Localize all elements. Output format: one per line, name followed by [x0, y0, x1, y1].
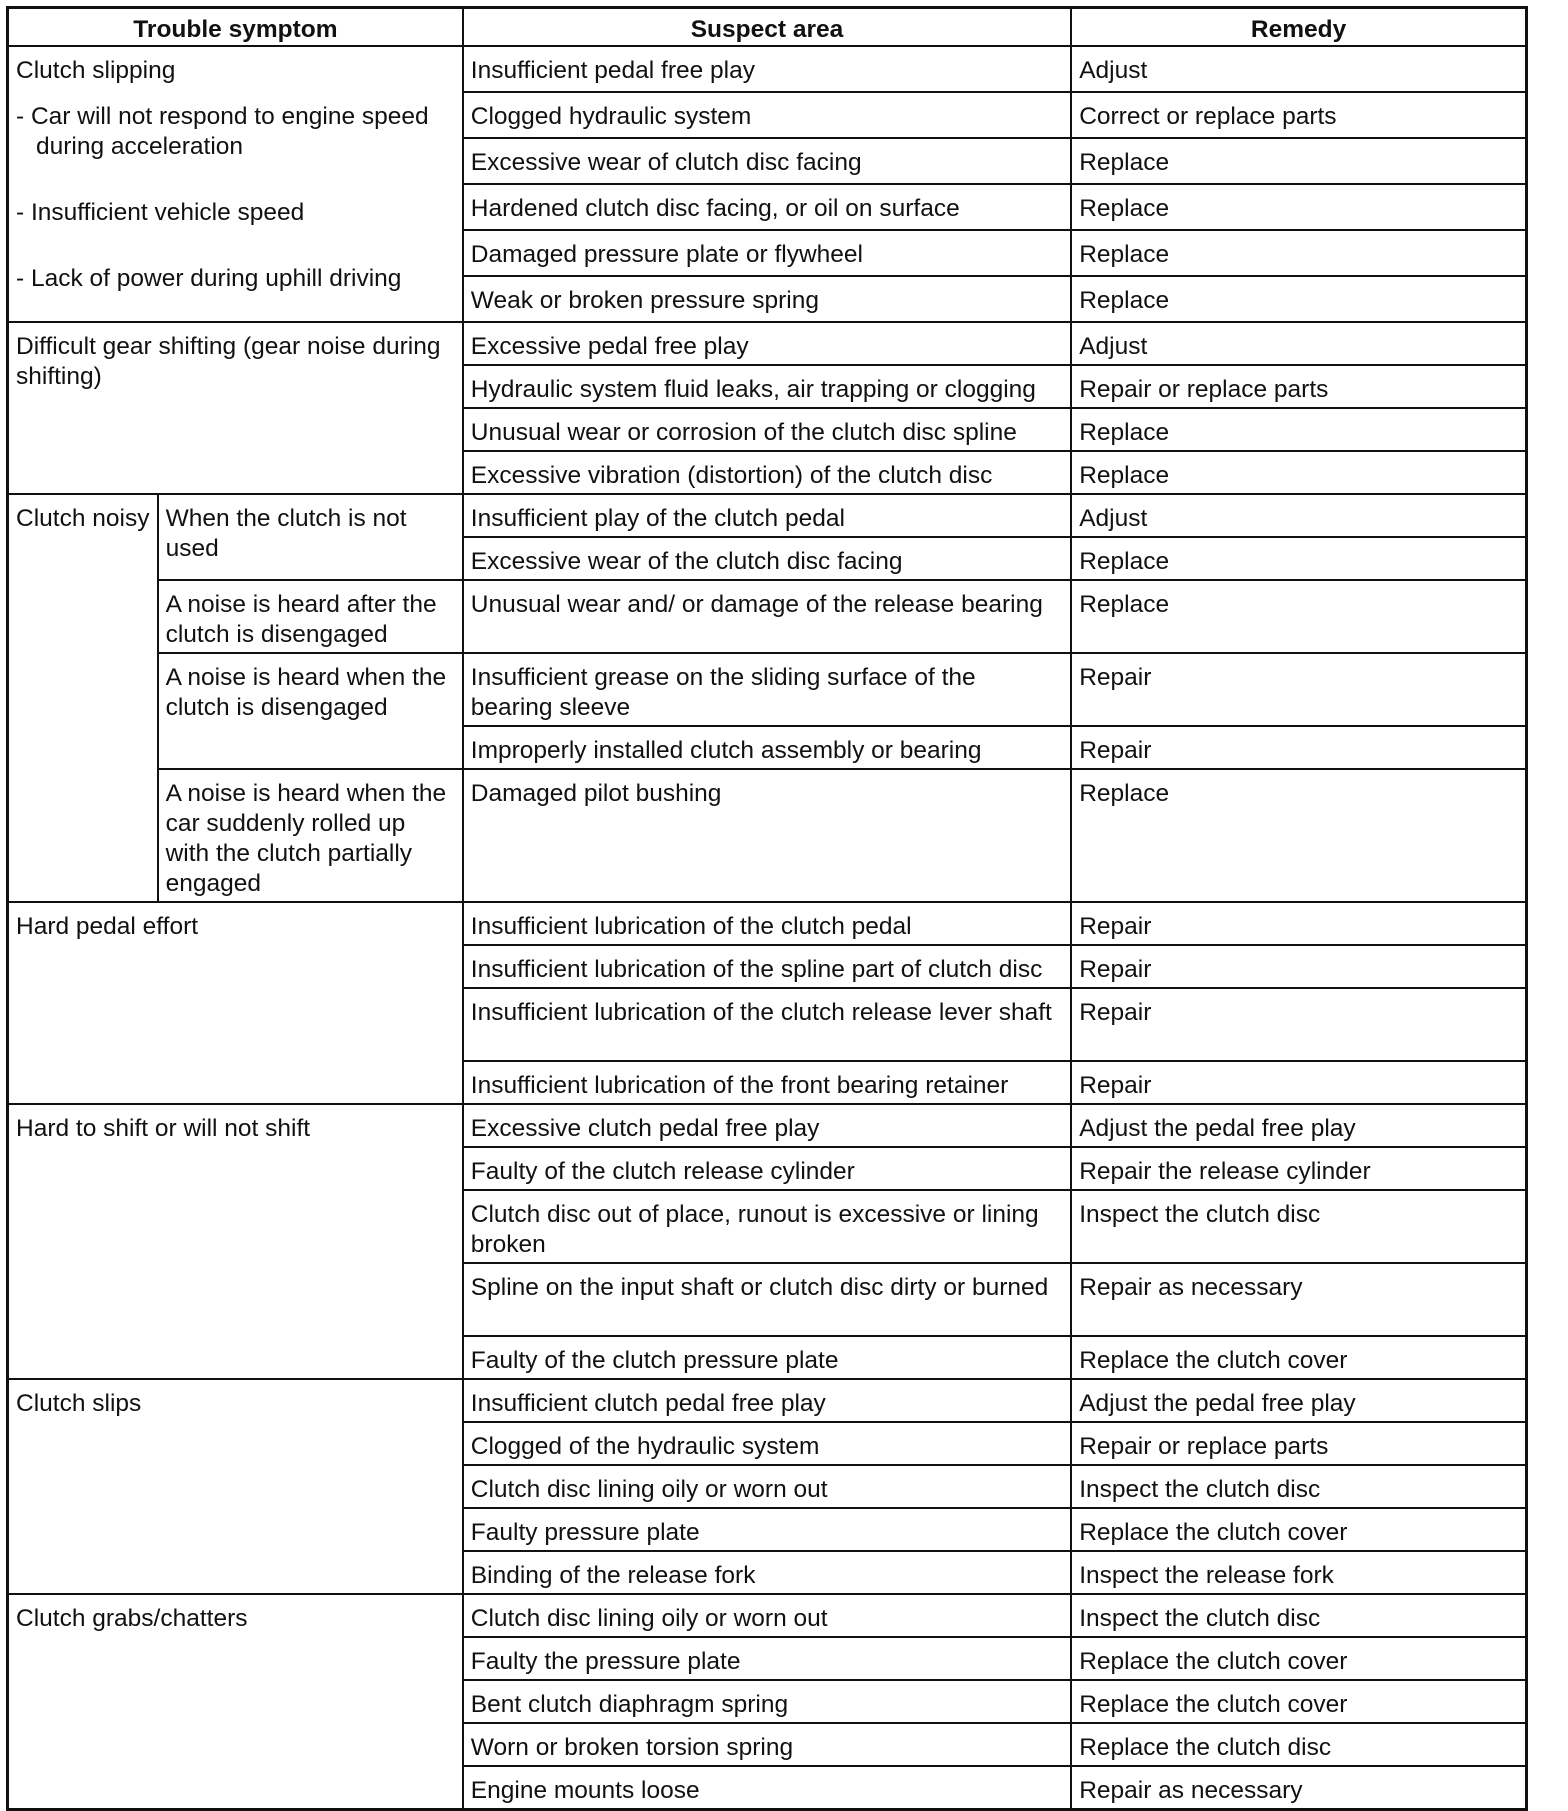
header-suspect-area: Suspect area — [463, 8, 1071, 47]
remedy-cell: Repair as necessary — [1071, 1766, 1526, 1809]
remedy-cell: Adjust the pedal free play — [1071, 1104, 1526, 1147]
suspect-cell: Faulty the pressure plate — [463, 1637, 1071, 1680]
symptom-subitem: - Insufficient vehicle speed — [16, 199, 305, 226]
remedy-cell: Replace the clutch cover — [1071, 1637, 1526, 1680]
remedy-cell: Inspect the clutch disc — [1071, 1190, 1526, 1263]
remedy-cell: Replace — [1071, 230, 1526, 276]
remedy-cell: Repair — [1071, 988, 1526, 1061]
suspect-cell: Clogged of the hydraulic system — [463, 1422, 1071, 1465]
suspect-cell: Insufficient lubrication of the front bearing retainer — [463, 1061, 1071, 1104]
suspect-cell: Insufficient grease on the sliding surface of the bearing sleeve — [463, 653, 1071, 726]
suspect-cell: Hydraulic system fluid leaks, air trapping or clogging — [463, 365, 1071, 408]
remedy-cell: Repair as necessary — [1071, 1263, 1526, 1336]
suspect-cell: Engine mounts loose — [463, 1766, 1071, 1809]
suspect-cell: Clogged hydraulic system — [463, 92, 1071, 138]
remedy-cell: Repair the release cylinder — [1071, 1147, 1526, 1190]
suspect-cell: Excessive pedal free play — [463, 322, 1071, 365]
table-row — [8, 494, 1527, 537]
suspect-cell: Weak or broken pressure spring — [463, 276, 1071, 322]
remedy-cell: Replace — [1071, 537, 1526, 580]
remedy-cell: Inspect the release fork — [1071, 1551, 1526, 1594]
remedy-cell: Replace the clutch cover — [1071, 1336, 1526, 1379]
suspect-cell: Damaged pilot bushing — [463, 769, 1071, 902]
table-row — [8, 322, 1527, 365]
remedy-cell: Replace — [1071, 769, 1526, 902]
symptom-cell: Difficult gear shifting (gear noise during shifting) — [8, 322, 463, 494]
remedy-cell: Replace the clutch cover — [1071, 1680, 1526, 1723]
suspect-cell: Insufficient clutch pedal free play — [463, 1379, 1071, 1422]
symptom-subitem: - Lack of power during uphill driving — [16, 265, 402, 292]
troubleshooting-page — [6, 6, 1528, 1811]
table-row — [8, 769, 1527, 902]
suspect-cell: Excessive clutch pedal free play — [463, 1104, 1071, 1147]
symptom-cell: Clutch noisy — [8, 494, 158, 902]
table-header-row — [8, 8, 1527, 47]
suspect-cell: Excessive vibration (distortion) of the clutch disc — [463, 451, 1071, 494]
suspect-cell: Unusual wear or corrosion of the clutch disc spline — [463, 408, 1071, 451]
header-trouble-symptom: Trouble symptom — [8, 8, 463, 47]
remedy-cell: Replace — [1071, 451, 1526, 494]
header-remedy: Remedy — [1071, 8, 1526, 47]
suspect-cell: Insufficient pedal free play — [463, 46, 1071, 92]
symptom-cell — [8, 46, 463, 322]
remedy-cell: Replace the clutch disc — [1071, 1723, 1526, 1766]
table-row — [8, 1104, 1527, 1147]
remedy-cell: Replace — [1071, 138, 1526, 184]
table-row — [8, 653, 1527, 726]
symptom-cell: Clutch grabs/chatters — [8, 1594, 463, 1809]
suspect-cell: Clutch disc lining oily or worn out — [463, 1594, 1071, 1637]
suspect-cell: Faulty of the clutch release cylinder — [463, 1147, 1071, 1190]
table-row — [8, 46, 1527, 92]
suspect-cell: Excessive wear of clutch disc facing — [463, 138, 1071, 184]
symptom-cell: Hard pedal effort — [8, 902, 463, 1104]
remedy-cell: Repair — [1071, 653, 1526, 726]
suspect-cell: Unusual wear and/ or damage of the release bearing — [463, 580, 1071, 653]
remedy-cell: Inspect the clutch disc — [1071, 1594, 1526, 1637]
suspect-cell: Improperly installed clutch assembly or bearing — [463, 726, 1071, 769]
remedy-cell: Adjust the pedal free play — [1071, 1379, 1526, 1422]
symptom-cell: Clutch slips — [8, 1379, 463, 1594]
remedy-cell: Repair — [1071, 902, 1526, 945]
remedy-cell: Repair — [1071, 945, 1526, 988]
suspect-cell: Insufficient lubrication of the clutch release lever shaft — [463, 988, 1071, 1061]
remedy-cell: Adjust — [1071, 46, 1526, 92]
troubleshooting-table — [6, 6, 1528, 1811]
remedy-cell: Replace the clutch cover — [1071, 1508, 1526, 1551]
symptom-subitem: - Car will not respond to engine speed during acceleration — [16, 103, 429, 160]
symptom-cell: Hard to shift or will not shift — [8, 1104, 463, 1379]
suspect-cell: Spline on the input shaft or clutch disc dirty or burned — [463, 1263, 1071, 1336]
suspect-cell: Binding of the release fork — [463, 1551, 1071, 1594]
remedy-cell: Replace — [1071, 276, 1526, 322]
suspect-cell: Excessive wear of the clutch disc facing — [463, 537, 1071, 580]
suspect-cell: Bent clutch diaphragm spring — [463, 1680, 1071, 1723]
symptom-subcell: A noise is heard when the car suddenly rolled up with the clutch partially engaged — [158, 769, 463, 902]
remedy-cell: Adjust — [1071, 494, 1526, 537]
suspect-cell: Hardened clutch disc facing, or oil on surface — [463, 184, 1071, 230]
suspect-cell: Clutch disc out of place, runout is excessive or lining broken — [463, 1190, 1071, 1263]
remedy-cell: Repair or replace parts — [1071, 365, 1526, 408]
suspect-cell: Worn or broken torsion spring — [463, 1723, 1071, 1766]
remedy-cell: Replace — [1071, 580, 1526, 653]
symptom-subcell: A noise is heard when the clutch is disengaged — [158, 653, 463, 769]
table-row — [8, 902, 1527, 945]
table-row — [8, 1379, 1527, 1422]
table-row — [8, 1594, 1527, 1637]
suspect-cell: Insufficient play of the clutch pedal — [463, 494, 1071, 537]
suspect-cell: Clutch disc lining oily or worn out — [463, 1465, 1071, 1508]
remedy-cell: Adjust — [1071, 322, 1526, 365]
remedy-cell: Replace — [1071, 184, 1526, 230]
remedy-cell: Replace — [1071, 408, 1526, 451]
suspect-cell: Faulty pressure plate — [463, 1508, 1071, 1551]
remedy-cell: Repair or replace parts — [1071, 1422, 1526, 1465]
suspect-cell: Damaged pressure plate or flywheel — [463, 230, 1071, 276]
suspect-cell: Insufficient lubrication of the spline part of clutch disc — [463, 945, 1071, 988]
remedy-cell: Repair — [1071, 1061, 1526, 1104]
symptom-title: Clutch slipping — [16, 57, 176, 84]
suspect-cell: Faulty of the clutch pressure plate — [463, 1336, 1071, 1379]
symptom-subcell: A noise is heard after the clutch is disengaged — [158, 580, 463, 653]
suspect-cell: Insufficient lubrication of the clutch pedal — [463, 902, 1071, 945]
table-row — [8, 580, 1527, 653]
remedy-cell: Correct or replace parts — [1071, 92, 1526, 138]
symptom-subcell: When the clutch is not used — [158, 494, 463, 580]
remedy-cell: Repair — [1071, 726, 1526, 769]
remedy-cell: Inspect the clutch disc — [1071, 1465, 1526, 1508]
